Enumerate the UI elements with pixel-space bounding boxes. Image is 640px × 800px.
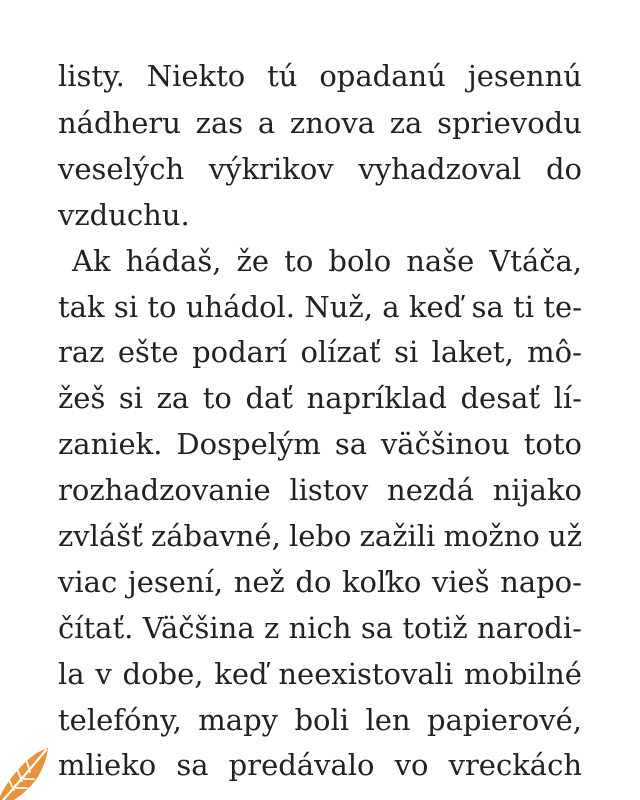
word: rozhadzovanie	[58, 473, 271, 508]
text-line	[58, 514, 582, 560]
word: zvlášť	[58, 519, 143, 554]
word: napo-	[500, 564, 582, 599]
autumn-leaf-icon	[0, 738, 60, 800]
word: Väčšina	[142, 610, 255, 645]
word: ti	[513, 289, 535, 324]
word: vreckách	[448, 748, 582, 783]
word: uhádol.	[185, 289, 296, 324]
word: koľko	[341, 564, 422, 599]
word: za	[156, 381, 190, 416]
word: neexistovali	[278, 656, 454, 691]
word: Niekto	[146, 59, 246, 93]
word: to	[284, 243, 314, 278]
word: do	[295, 564, 332, 599]
word: naše	[406, 243, 475, 278]
word: laket,	[431, 335, 514, 370]
word: za	[389, 106, 423, 140]
word: jesennú	[467, 59, 582, 93]
word: Nuž,	[304, 289, 373, 324]
word: zábavné,	[150, 519, 281, 554]
word: keď	[408, 289, 463, 324]
word: sa	[176, 748, 209, 783]
text-line	[58, 560, 582, 606]
word: v	[95, 656, 112, 691]
word: do	[545, 151, 582, 186]
word: desať	[460, 381, 541, 416]
word: sa	[360, 610, 393, 645]
word: a	[257, 106, 276, 140]
word: papierové,	[427, 702, 582, 737]
word: la	[58, 656, 85, 691]
word: narodi-	[477, 610, 582, 645]
word: te-	[543, 289, 582, 324]
word: mobilné	[464, 656, 582, 691]
body-text	[58, 52, 582, 789]
text-line	[58, 330, 582, 376]
text-line	[58, 101, 582, 147]
word: mapy	[198, 702, 279, 737]
word: viac	[58, 564, 118, 599]
word: lí-	[553, 381, 582, 416]
word: vieš	[431, 564, 490, 599]
word: nijako	[492, 473, 582, 508]
word: že	[236, 243, 270, 278]
word: olízať	[300, 335, 381, 370]
text-line	[58, 52, 582, 101]
word: sa	[471, 289, 504, 324]
word: podarí	[192, 335, 288, 370]
word: listov	[289, 473, 369, 508]
text-line	[58, 239, 582, 285]
word: vo	[394, 748, 429, 783]
word: totiž	[402, 610, 468, 645]
word: dobe,	[122, 656, 204, 691]
text-line	[58, 652, 582, 698]
word: hádaš,	[125, 243, 222, 278]
word: vyhadzoval	[358, 151, 522, 186]
word: sprievodu	[437, 106, 582, 140]
word: len	[365, 702, 411, 737]
text-line	[58, 376, 582, 422]
text-line	[58, 698, 582, 744]
word: si	[394, 335, 419, 370]
word: raz	[58, 335, 105, 370]
word: to	[147, 289, 177, 324]
word: čítať.	[58, 610, 134, 645]
word: mô-	[527, 335, 582, 370]
word: a	[382, 289, 400, 324]
word: to	[202, 381, 232, 416]
text-line	[58, 606, 582, 652]
word: keď	[214, 656, 268, 691]
word: už	[548, 519, 582, 554]
word: zaniek.	[58, 427, 163, 462]
word: tak	[58, 289, 105, 324]
word: mlieko	[58, 748, 157, 783]
text-line	[58, 285, 582, 331]
word: žeš	[58, 381, 106, 416]
text-line	[58, 743, 582, 789]
word: tú	[267, 59, 298, 93]
word: napríklad	[306, 381, 447, 416]
word: sa	[334, 427, 367, 462]
word: lebo	[288, 519, 352, 554]
word: než	[233, 564, 285, 599]
word: nich	[288, 610, 352, 645]
word: možno	[443, 519, 540, 554]
word: znova	[289, 106, 376, 140]
text-line	[58, 193, 582, 239]
word: Dospelým	[176, 427, 321, 462]
word: toto	[523, 427, 582, 462]
word: z	[263, 610, 280, 645]
word: nádheru	[58, 106, 181, 140]
line-text: vzduchu.	[58, 197, 190, 232]
word: telefóny,	[58, 702, 182, 737]
word: listy.	[58, 59, 125, 93]
word: dať	[245, 381, 293, 416]
text-line	[58, 147, 582, 193]
text-line	[58, 422, 582, 468]
word: boli	[294, 702, 350, 737]
text-line	[58, 468, 582, 514]
word: jesení,	[127, 564, 224, 599]
word: si	[118, 381, 144, 416]
word: si	[113, 289, 139, 324]
word: nezdá	[387, 473, 474, 508]
word: bolo	[328, 243, 392, 278]
word: zažili	[359, 519, 436, 554]
word: predávalo	[228, 748, 375, 783]
word: väčšinou	[380, 427, 510, 462]
word: opadanú	[319, 59, 446, 93]
word: zas	[195, 106, 244, 140]
word: ešte	[117, 335, 179, 370]
word: veselých	[58, 151, 185, 186]
word: Ak	[72, 243, 111, 278]
word: výkrikov	[208, 151, 334, 186]
word: Vtáča,	[489, 243, 582, 278]
